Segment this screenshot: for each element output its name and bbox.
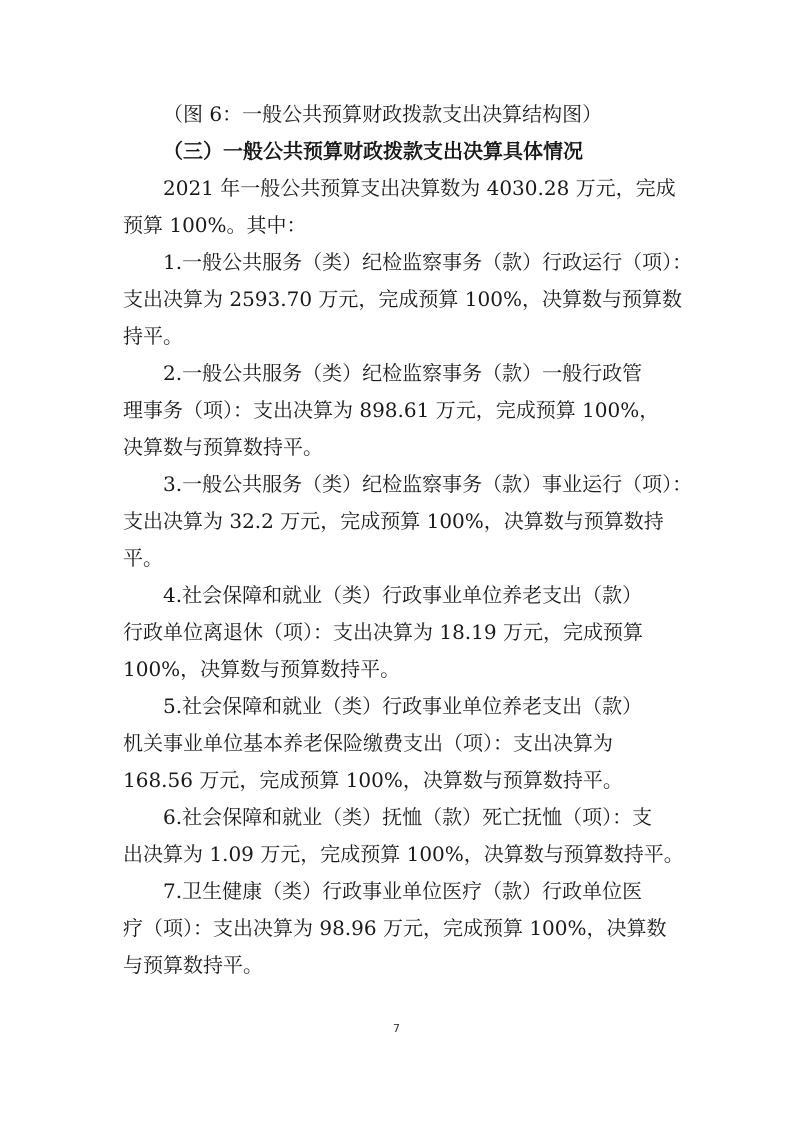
expenditure-item-line: 行政单位离退休（项）：支出决算为 18.19 万元，完成预算 xyxy=(123,620,643,644)
page-number: 7 xyxy=(393,1022,400,1035)
expenditure-item xyxy=(123,873,673,984)
expenditure-item-line: 持平。 xyxy=(123,324,183,348)
expenditure-item-line: 平。 xyxy=(123,546,163,570)
expenditure-item xyxy=(123,355,673,466)
expenditure-item-line: 5.社会保障和就业（类）行政事业单位养老支出（款） xyxy=(163,694,643,718)
expenditure-item-line: 2.一般公共服务（类）纪检监察事务（款）一般行政管 xyxy=(163,361,643,385)
expenditure-item-line: 1.一般公共服务（类）纪检监察事务（款）行政运行（项）： xyxy=(163,250,693,274)
expenditure-item-line: 与预算数持平。 xyxy=(123,953,263,977)
expenditure-item-line: 疗（项）：支出决算为 98.96 万元，完成预算 100%，决算数 xyxy=(123,916,667,940)
expenditure-item-line: 100%，决算数与预算数持平。 xyxy=(123,657,401,681)
expenditure-item-line: 决算数与预算数持平。 xyxy=(123,435,323,459)
expenditure-item xyxy=(123,466,693,577)
expenditure-item xyxy=(123,799,684,873)
expenditure-item-line: 出决算为 1.09 万元，完成预算 100%，决算数与预算数持平。 xyxy=(123,842,684,866)
expenditure-item xyxy=(123,577,673,688)
expenditure-item-line: 支出决算为 2593.70 万元，完成预算 100%，决算数与预算数 xyxy=(123,287,682,311)
expenditure-item-line: 168.56 万元，完成预算 100%，决算数与预算数持平。 xyxy=(123,768,623,792)
expenditure-item xyxy=(123,688,673,799)
expenditure-item-line: 机关事业单位基本养老保险缴费支出（项）：支出决算为 xyxy=(123,731,613,755)
expenditure-item-line: 4.社会保障和就业（类）行政事业单位养老支出（款） xyxy=(163,583,643,607)
document-body xyxy=(123,96,693,984)
figure-caption: （图 6：一般公共预算财政拨款支出决算结构图） xyxy=(163,102,603,126)
expenditure-items-list xyxy=(123,244,693,984)
expenditure-item-line: 3.一般公共服务（类）纪检监察事务（款）事业运行（项）： xyxy=(163,472,693,496)
expenditure-item-line: 7.卫生健康（类）行政事业单位医疗（款）行政单位医 xyxy=(163,879,643,903)
section-subheading: （三）一般公共预算财政拨款支出决算具体情况 xyxy=(163,139,583,163)
expenditure-item xyxy=(123,244,693,355)
intro-line-1: 2021 年一般公共预算支出决算数为 4030.28 万元，完成 xyxy=(163,176,676,200)
expenditure-item-line: 支出决算为 32.2 万元，完成预算 100%，决算数与预算数持 xyxy=(123,509,664,533)
expenditure-item-line: 6.社会保障和就业（类）抚恤（款）死亡抚恤（项）：支 xyxy=(163,805,653,829)
expenditure-item-line: 理事务（项）：支出决算为 898.61 万元，完成预算 100%， xyxy=(123,398,660,422)
intro-line-2: 预算 100%。其中： xyxy=(123,213,307,237)
